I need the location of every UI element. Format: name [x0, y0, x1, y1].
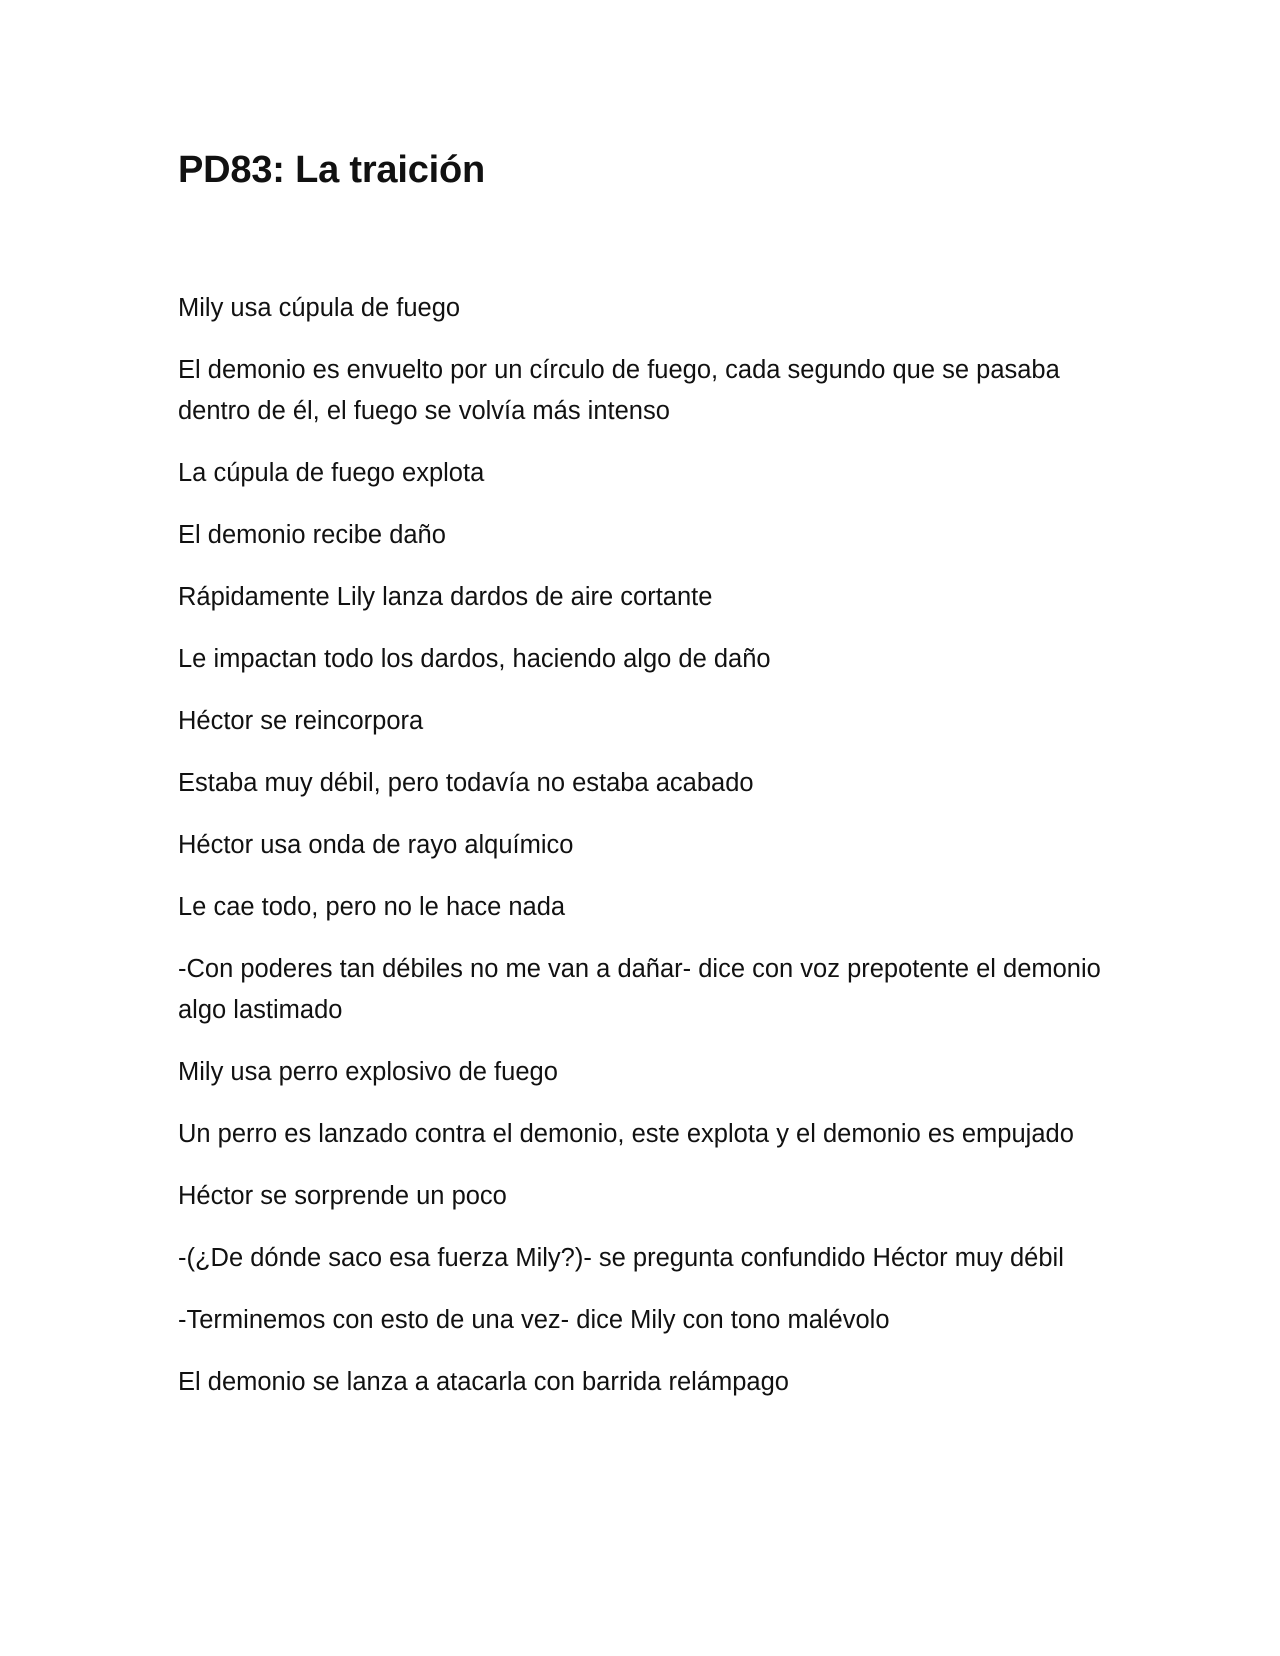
paragraph: Estaba muy débil, pero todavía no estaba acabado [178, 769, 754, 797]
document-body [178, 288, 1108, 1424]
paragraph: La cúpula de fuego explota [178, 459, 485, 487]
paragraph: Mily usa perro explosivo de fuego [178, 1058, 558, 1086]
paragraph: Le cae todo, pero no le hace nada [178, 893, 566, 921]
paragraph: El demonio se lanza a atacarla con barrida relámpago [178, 1368, 789, 1396]
page-title: PD83: La traición [178, 149, 486, 191]
paragraph: -(¿De dónde saco esa fuerza Mily?)- se pregunta confundido Héctor muy débil [178, 1244, 1064, 1272]
paragraph: Héctor se sorprende un poco [178, 1182, 507, 1210]
paragraph: Un perro es lanzado contra el demonio, este explota y el demonio es empujado [178, 1120, 1074, 1148]
paragraph: El demonio es envuelto por un círculo de fuego, cada segundo que se pasaba dentro de él, el fuego se volvía más intenso [178, 356, 1060, 425]
paragraph: Rápidamente Lily lanza dardos de aire cortante [178, 583, 713, 611]
paragraph: Héctor se reincorpora [178, 707, 424, 735]
paragraph: El demonio recibe daño [178, 521, 446, 549]
paragraph: Mily usa cúpula de fuego [178, 294, 461, 322]
paragraph: Héctor usa onda de rayo alquímico [178, 831, 574, 859]
paragraph: -Terminemos con esto de una vez- dice Mily con tono malévolo [178, 1306, 890, 1334]
paragraph: -Con poderes tan débiles no me van a dañar- dice con voz prepotente el demonio algo lastimado [178, 955, 1101, 1024]
paragraph: Le impactan todo los dardos, haciendo algo de daño [178, 645, 771, 673]
